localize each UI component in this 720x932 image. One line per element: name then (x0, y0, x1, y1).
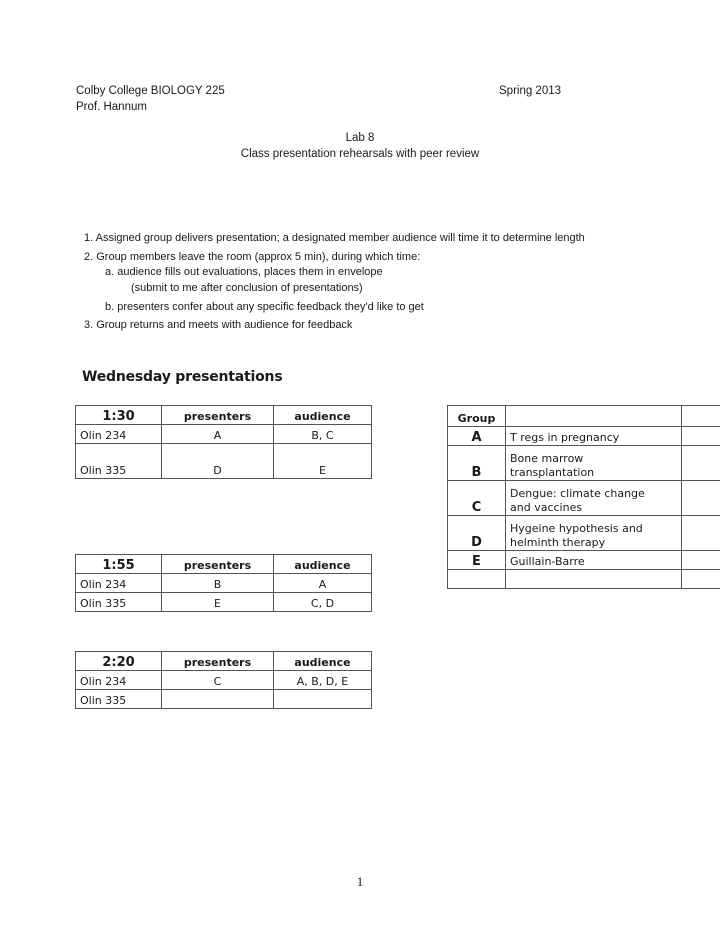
room: Olin 335 (76, 444, 162, 479)
room: Olin 335 (76, 593, 162, 612)
col-audience: audience (274, 555, 372, 574)
instructor: Prof. Hannum (76, 101, 147, 113)
instruction-1: 1. Assigned group delivers presentation; a designated member audience will time it to determine length (84, 232, 585, 244)
group-topics-table (447, 405, 720, 589)
presenters: C (162, 671, 274, 690)
schedule-table-1 (75, 405, 372, 479)
group-extra (682, 446, 720, 481)
table-row (448, 551, 720, 570)
topic-line-2: helminth therapy (510, 536, 606, 549)
instruction-3: 3. Group returns and meets with audience for feedback (84, 319, 353, 331)
presenters: E (162, 593, 274, 612)
instruction-2a-note: (submit to me after conclusion of presentations) (131, 282, 363, 294)
group-topic (506, 570, 682, 589)
topic-line-1: Hygeine hypothesis and (510, 522, 643, 535)
schedule-table-2 (75, 554, 372, 612)
group-topic (506, 551, 682, 570)
room: Olin 234 (76, 671, 162, 690)
group-topic (506, 516, 682, 551)
table-row (76, 593, 372, 612)
col-presenters: presenters (162, 406, 274, 425)
time-slot: 1:30 (76, 406, 162, 425)
col-audience: audience (274, 406, 372, 425)
group-extra (682, 551, 720, 570)
table-row (448, 446, 720, 481)
table-row (448, 570, 720, 589)
table-header-row (76, 406, 372, 425)
group-extra (682, 427, 720, 446)
presenters (162, 690, 274, 709)
group-letter: E (448, 551, 506, 570)
course-title: Colby College BIOLOGY 225 (76, 85, 225, 97)
group-letter (448, 570, 506, 589)
time-slot: 1:55 (76, 555, 162, 574)
instruction-2b: b. presenters confer about any specific feedback they'd like to get (105, 301, 424, 313)
table-row (76, 574, 372, 593)
group-letter: D (448, 516, 506, 551)
topic-line-1: Guillain-Barre (510, 555, 585, 568)
table-row (76, 690, 372, 709)
page-number: 1 (356, 874, 364, 889)
instruction-2a: a. audience fills out evaluations, places them in envelope (105, 266, 383, 278)
table-header-row (448, 406, 720, 427)
table-row (448, 427, 720, 446)
audience: E (274, 444, 372, 479)
schedule-table-3 (75, 651, 372, 709)
topic-line-1: Bone marrow (510, 452, 584, 465)
section-title: Wednesday presentations (82, 369, 283, 385)
audience: B, C (274, 425, 372, 444)
presenters: D (162, 444, 274, 479)
group-extra (682, 481, 720, 516)
lab-title: Lab 8 (345, 132, 375, 144)
group-extra (682, 570, 720, 589)
group-letter: A (448, 427, 506, 446)
table-row (76, 425, 372, 444)
room: Olin 234 (76, 574, 162, 593)
time-slot: 2:20 (76, 652, 162, 671)
table-row (448, 516, 720, 551)
topic-line-1: Dengue: climate change (510, 487, 645, 500)
topic-line-2: transplantation (510, 466, 595, 479)
topic-line-2: and vaccines (510, 501, 583, 514)
topic-line-1: T regs in pregnancy (510, 431, 620, 444)
audience (274, 690, 372, 709)
room: Olin 234 (76, 425, 162, 444)
col-topic (506, 406, 682, 427)
col-presenters: presenters (162, 555, 274, 574)
group-extra (682, 516, 720, 551)
table-row (76, 671, 372, 690)
table-header-row (76, 652, 372, 671)
col-audience: audience (274, 652, 372, 671)
col-group: Group (448, 406, 506, 427)
group-topic (506, 481, 682, 516)
audience: A (274, 574, 372, 593)
term: Spring 2013 (499, 85, 562, 97)
group-topic (506, 427, 682, 446)
group-topic (506, 446, 682, 481)
audience: A, B, D, E (274, 671, 372, 690)
instruction-2: 2. Group members leave the room (approx 5 min), during which time: (84, 251, 421, 263)
group-letter: C (448, 481, 506, 516)
audience: C, D (274, 593, 372, 612)
table-row (76, 444, 372, 479)
group-letter: B (448, 446, 506, 481)
presenters: B (162, 574, 274, 593)
room: Olin 335 (76, 690, 162, 709)
table-header-row (76, 555, 372, 574)
col-extra (682, 406, 720, 427)
lab-subtitle: Class presentation rehearsals with peer review (240, 148, 480, 160)
col-presenters: presenters (162, 652, 274, 671)
table-row (448, 481, 720, 516)
presenters: A (162, 425, 274, 444)
